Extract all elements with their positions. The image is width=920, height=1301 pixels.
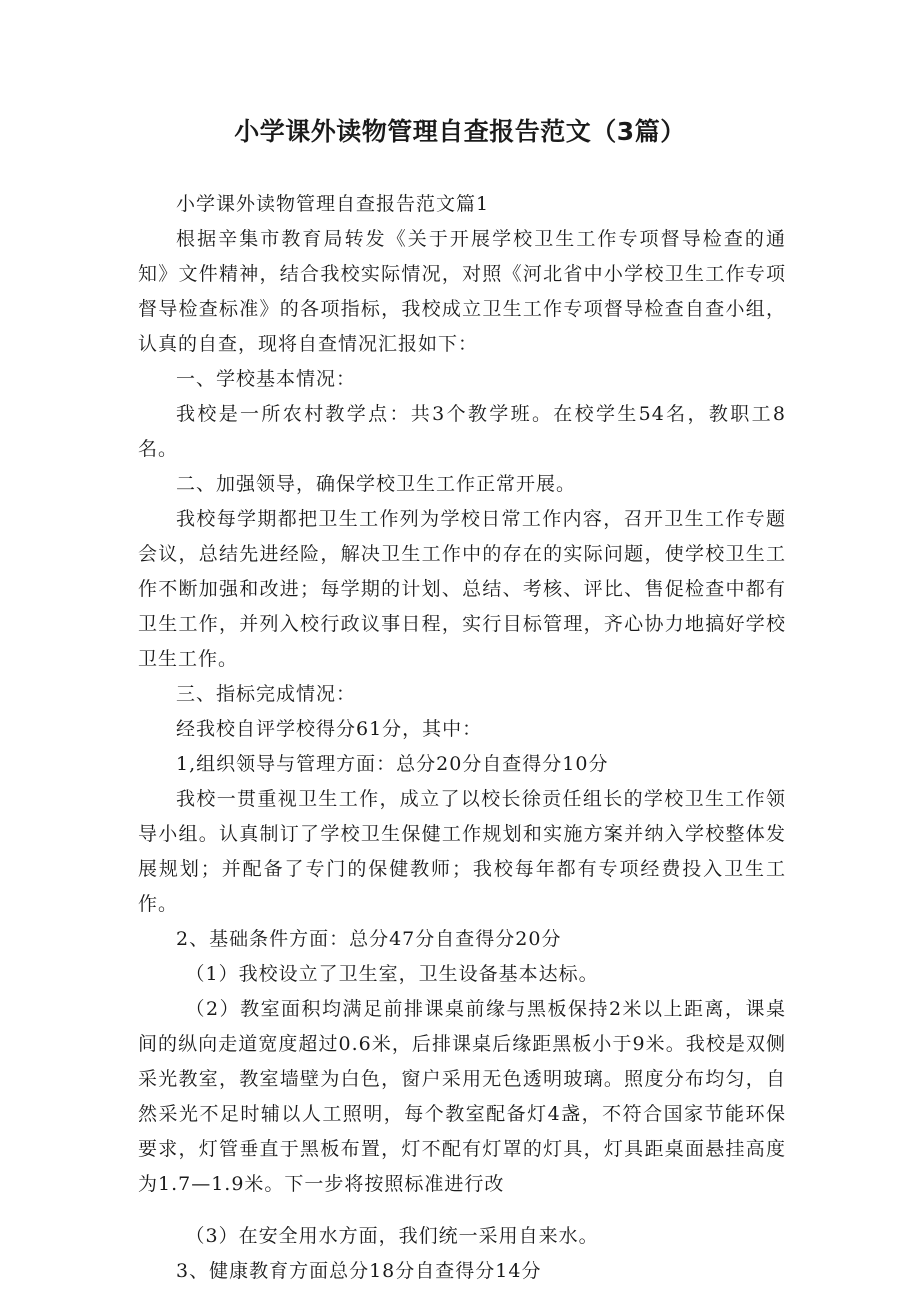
sub-heading: 1,组织领导与管理方面：总分20分自查得分10分 (176, 753, 609, 775)
list-item: （1）我校设立了卫生室，卫生设备基本达标。 (185, 963, 599, 985)
section-heading: 三、指标完成情况： (176, 683, 357, 705)
paragraph: 根据辛集市教育局转发《关于开展学校卫生工作专项督导检查的通知》文件精神，结合我校实际情况，对照《河北省中小学校卫生工作专项督导检查标准》的各项指标，我校成立卫生工作专项督导检查自查小组，认真的自查，现将自查情况汇报如下： (138, 228, 786, 355)
sub-heading: 2、基础条件方面：总分47分自查得分20分 (176, 928, 562, 950)
section-heading: 二、加强领导，确保学校卫生工作正常开展。 (176, 473, 577, 495)
document-body (138, 187, 786, 1289)
paragraph: 我校一贯重视卫生工作，成立了以校长徐贡任组长的学校卫生工作领导小组。认真制订了学校卫生保健工作规划和实施方案并纳入学校整体发展规划；并配备了专门的保健教师；我校每年都有专项经费投入卫生工作。 (138, 788, 786, 915)
paragraph: 经我校自评学校得分61分，其中： (176, 718, 483, 740)
list-item: （2）教室面积均满足前排课桌前缘与黑板保持2米以上距离，课桌间的纵向走道宽度超过0.6米，后排课桌后缘距黑板小于9米。我校是双侧采光教室，教室墙壁为白色，窗户采用无色透明玻璃。照度分布均匀，自然采光不足时辅以人工照明，每个教室配备灯4盏，不符合国家节能环保要求，灯管垂直于黑板布置，灯不配有灯罩的灯具，灯具距桌面悬挂高度为1.7—1.9米。下一步将按照标准进行改 (138, 998, 786, 1195)
sub-heading: 3、健康教育方面总分18分自查得分14分 (176, 1260, 542, 1282)
paragraph: 我校是一所农村教学点：共3个教学班。在校学生54名，教职工8名。 (138, 403, 786, 460)
list-item: （3）在安全用水方面，我们统一采用自来水。 (185, 1225, 599, 1247)
document-title: 小学课外读物管理自查报告范文（3篇） (234, 117, 686, 146)
paragraph: 我校每学期都把卫生工作列为学校日常工作内容，召开卫生工作专题会议，总结先进经险，解决卫生工作中的存在的实际问题，使学校卫生工作不断加强和改进；每学期的计划、总结、考核、评比、售促检查中都有卫生工作，并列入校行政议事日程，实行目标管理，齐心协力地搞好学校卫生工作。 (138, 508, 786, 670)
section-heading: 小学课外读物管理自查报告范文篇1 (176, 193, 490, 215)
section-heading: 一、学校基本情况： (176, 368, 357, 390)
